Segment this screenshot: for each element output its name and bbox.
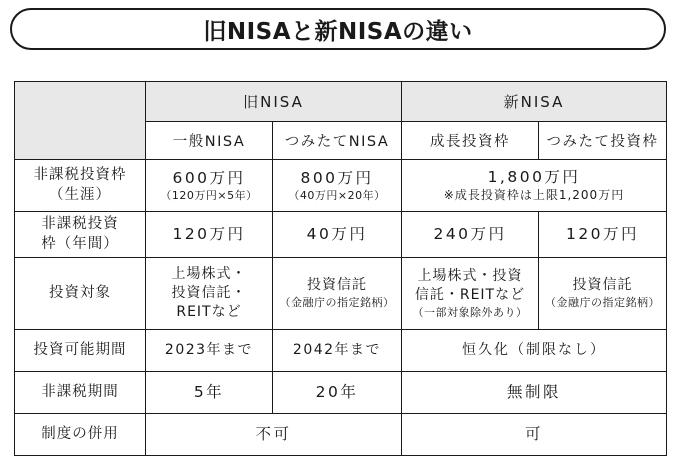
cell-new-period: 恒久化（制限なし） <box>402 330 667 372</box>
cell-tsumitate-waku-targets: 投資信託 （金融庁の指定銘柄） <box>539 258 667 330</box>
table-row <box>15 258 667 330</box>
cell-old-combined: 不可 <box>146 414 402 456</box>
header-new-nisa: 新NISA <box>402 82 667 122</box>
cell-seicho-annual: 240万円 <box>402 212 539 258</box>
cell-ippan-annual: 120万円 <box>146 212 273 258</box>
row-label-lifetime: 非課税投資枠 （生涯） <box>15 160 146 212</box>
row-label-combined: 制度の併用 <box>15 414 146 456</box>
cell-ippan-targets: 上場株式・ 投資信託・ REITなど <box>146 258 273 330</box>
table-row <box>15 330 667 372</box>
row-label-targets: 投資対象 <box>15 258 146 330</box>
cell-tsumitate-period: 2042年まで <box>273 330 402 372</box>
cell-ippan-lifetime: 600万円 （120万円×5年） <box>146 160 273 212</box>
cell-new-combined: 可 <box>402 414 667 456</box>
cell-tsumitate-waku-annual: 120万円 <box>539 212 667 258</box>
header-tsumitate: つみたてNISA <box>273 122 402 160</box>
row-label-annual: 非課税投資 枠（年間） <box>15 212 146 258</box>
header-ippan: 一般NISA <box>146 122 273 160</box>
cell-tsumitate-lifetime: 800万円 （40万円×20年） <box>273 160 402 212</box>
table-row <box>15 212 667 258</box>
comparison-table <box>14 81 667 456</box>
header-tsumitate-waku: つみたて投資枠 <box>539 122 667 160</box>
cell-ippan-period: 2023年まで <box>146 330 273 372</box>
row-label-exempt-period: 非課税期間 <box>15 372 146 414</box>
cell-tsumitate-targets: 投資信託 （金融庁の指定銘柄） <box>273 258 402 330</box>
cell-new-lifetime: 1,800万円 ※成長投資枠は上限1,200万円 <box>402 160 667 212</box>
table-row <box>15 372 667 414</box>
cell-tsumitate-annual: 40万円 <box>273 212 402 258</box>
header-seicho: 成長投資枠 <box>402 122 539 160</box>
table-row <box>15 414 667 456</box>
corner-cell <box>15 82 146 160</box>
header-old-nisa: 旧NISA <box>146 82 402 122</box>
row-label-period: 投資可能期間 <box>15 330 146 372</box>
page-title: 旧NISAと新NISAの違い <box>10 8 666 50</box>
cell-ippan-exempt-period: 5年 <box>146 372 273 414</box>
cell-new-exempt-period: 無制限 <box>402 372 667 414</box>
table-row-group-header <box>15 82 667 122</box>
table-row <box>15 160 667 212</box>
cell-tsumitate-exempt-period: 20年 <box>273 372 402 414</box>
cell-seicho-targets: 上場株式・投資 信託・REITなど （一部対象除外あり） <box>402 258 539 330</box>
